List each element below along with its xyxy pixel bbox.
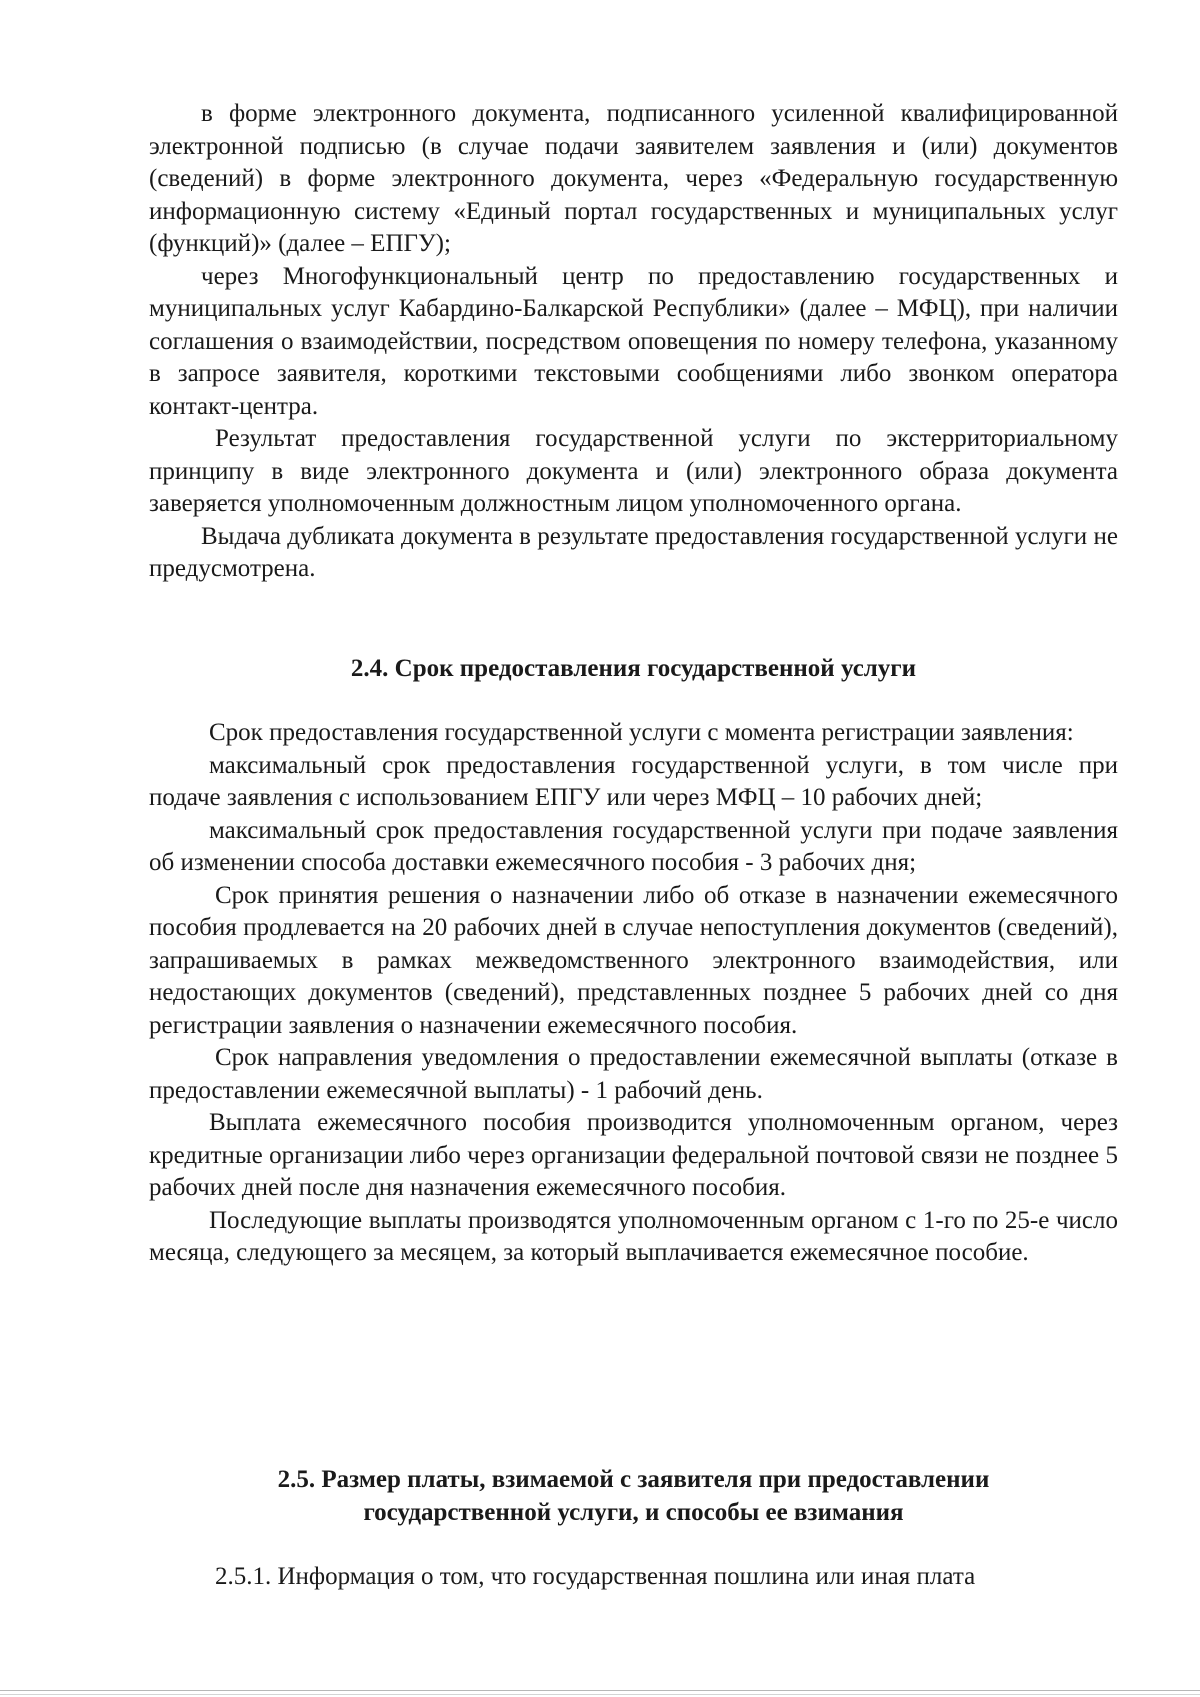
paragraph-mfc-notification: через Многофункциональный центр по предоставлению государственных и муниципальных услуг Кабардино-Балкарской Республики» (далее – МФЦ), при наличии соглашения о взаимодействии, посредством оповещения по номеру телефона, указанному в запросе заявителя, короткими текстовыми сообщениями либо звонком оператора контакт-центра. (149, 262, 1118, 420)
paragraph-max-term-3-days: максимальный срок предоставления государственной услуги при подаче заявления об изменении способа доставки ежемесячного пособия - 3 рабочих дня; (149, 816, 1118, 876)
scan-edge-line (0, 1690, 1200, 1691)
paragraph-decision-extension: Срок принятия решения о назначении либо об отказе в назначении ежемесячного пособия продлевается на 20 рабочих дней в случае непоступления документов (сведений), запрашиваемых в рамках межведомственного электронного взаимодействия, или недостающих документов (сведений), представленных позднее 5 рабочих дней со дня регистрации заявления о назначении ежемесячного пособия. (149, 881, 1118, 1039)
paragraph-notification-term: Срок направления уведомления о предоставлении ежемесячной выплаты (отказе в предоставлении ежемесячной выплаты) - 1 рабочий день. (149, 1044, 1118, 1104)
paragraph-max-term-10-days: максимальный срок предоставления государственной услуги, в том числе при подаче заявления с использованием ЕПГУ или через МФЦ – 10 рабочих дней; (149, 751, 1118, 811)
section-2-4-heading-block (149, 653, 1118, 686)
paragraph-electronic-document: в форме электронного документа, подписанного усиленной квалифицированной электронной подписью (в случае подачи заявителем заявления и (или) документов (сведений) в форме электронного документа, через «Федеральную государственную информационную систему «Единый портал государственных и муниципальных услуг (функций)» (далее – ЕПГУ); (149, 100, 1118, 257)
section-2-4-body (149, 717, 1118, 1270)
section-heading-2-5-line-2: государственной услуги, и способы ее взимания (363, 1498, 904, 1526)
paragraph-2-5-1: 2.5.1. Информация о том, что государственная пошлина или иная плата (215, 1563, 976, 1590)
scan-edge-line-secondary (0, 1694, 1200, 1695)
paragraph-exterritorial-result: Результат предоставления государственной услуги по экстерриториальному принципу в виде электронного документа и (или) электронного образа документа заверяется уполномоченным должностным лицом уполномоченного органа. (149, 425, 1118, 517)
paragraph-term-intro: Срок предоставления государственной услуги с момента регистрации заявления: (209, 719, 1074, 746)
section-2-5-body (149, 1561, 1118, 1594)
paragraph-duplicate: Выдача дубликата документа в результате предоставления государственной услуги не предусмотрена. (149, 522, 1118, 582)
section-2-5-heading-block (149, 1464, 1118, 1529)
paragraph-payment: Выплата ежемесячного пособия производится уполномоченным органом, через кредитные организации либо через организации федеральной почтовой связи не позднее 5 рабочих дней после дня назначения ежемесячного пособия. (149, 1109, 1118, 1201)
section-heading-2-4: 2.4. Срок предоставления государственной услуги (350, 655, 917, 682)
top-paragraphs (149, 98, 1118, 586)
paragraph-subsequent-payments: Последующие выплаты производятся уполномоченным органом с 1-го по 25-е число месяца, следующего за месяцем, за который выплачивается ежемесячное пособие. (149, 1206, 1118, 1266)
section-heading-2-5-line-1: 2.5. Размер платы, взимаемой с заявителя при предоставлении (277, 1466, 990, 1493)
